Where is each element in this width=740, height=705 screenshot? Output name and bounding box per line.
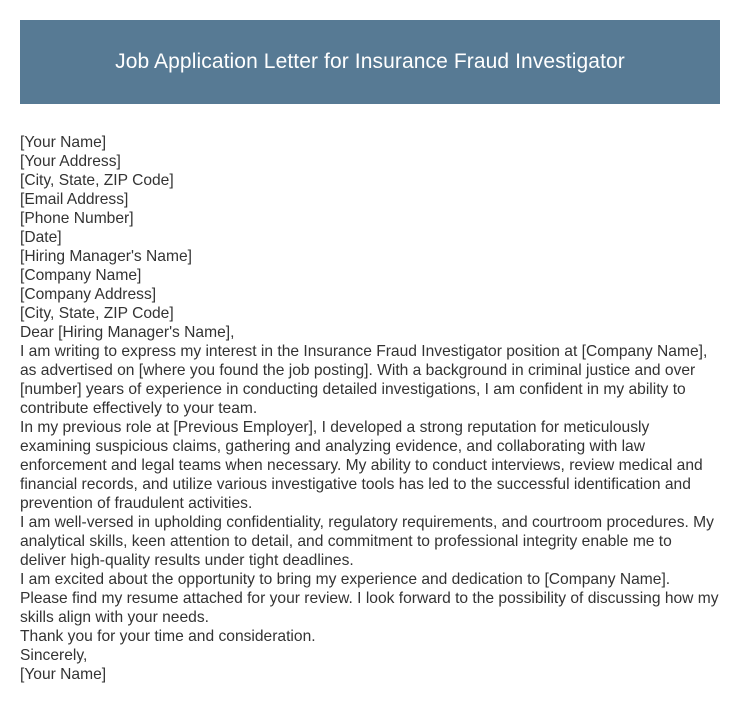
sender-address: [Your Address] xyxy=(20,153,121,170)
recipient-company-address: [Company Address] xyxy=(20,286,157,303)
paragraph-experience: In my previous role at [Previous Employer], I developed a strong reputation for meticulously examining suspicious claims, gathering and analyzing evidence, and collaborating with law enforcement and legal teams when necessary. My ability to conduct interviews, review medical and financial records, and utilize various investigative tools has led to the successful identification and prevention of fraudulent activities. xyxy=(20,419,703,512)
page-title: Job Application Letter for Insurance Fraud Investigator xyxy=(115,50,625,73)
recipient-manager-name: [Hiring Manager's Name] xyxy=(20,248,192,265)
salutation: Dear [Hiring Manager's Name], xyxy=(20,324,235,341)
sender-city-state-zip: [City, State, ZIP Code] xyxy=(20,172,174,189)
signature: [Your Name] xyxy=(20,666,107,683)
paragraph-closing-remarks: I am excited about the opportunity to bring my experience and dedication to [Company Name]. Please find my resume attached for your review. I look forward to the possibility of discussing how my skills align with your needs. xyxy=(20,571,719,626)
recipient-city-state-zip: [City, State, ZIP Code] xyxy=(20,305,174,322)
closing: Sincerely, xyxy=(20,647,88,664)
recipient-company-name: [Company Name] xyxy=(20,267,142,284)
letter-header xyxy=(20,20,720,104)
sender-name: [Your Name] xyxy=(20,134,107,151)
sender-phone: [Phone Number] xyxy=(20,210,134,227)
paragraph-intro: I am writing to express my interest in the Insurance Fraud Investigator position at [Company Name], as advertised on [where you found the job posting]. With a background in criminal justice and over [number] years of experience in conducting detailed investigations, I am confident in my ability to contribute effectively to your team. xyxy=(20,343,708,417)
paragraph-skills: I am well-versed in upholding confidentiality, regulatory requirements, and courtroom procedures. My analytical skills, keen attention to detail, and commitment to professional integrity enable me to deliver high-quality results under tight deadlines. xyxy=(20,514,714,569)
sender-email: [Email Address] xyxy=(20,191,129,208)
paragraph-thanks: Thank you for your time and consideration. xyxy=(20,628,316,645)
letter-body xyxy=(20,133,722,684)
letter-date: [Date] xyxy=(20,229,62,246)
